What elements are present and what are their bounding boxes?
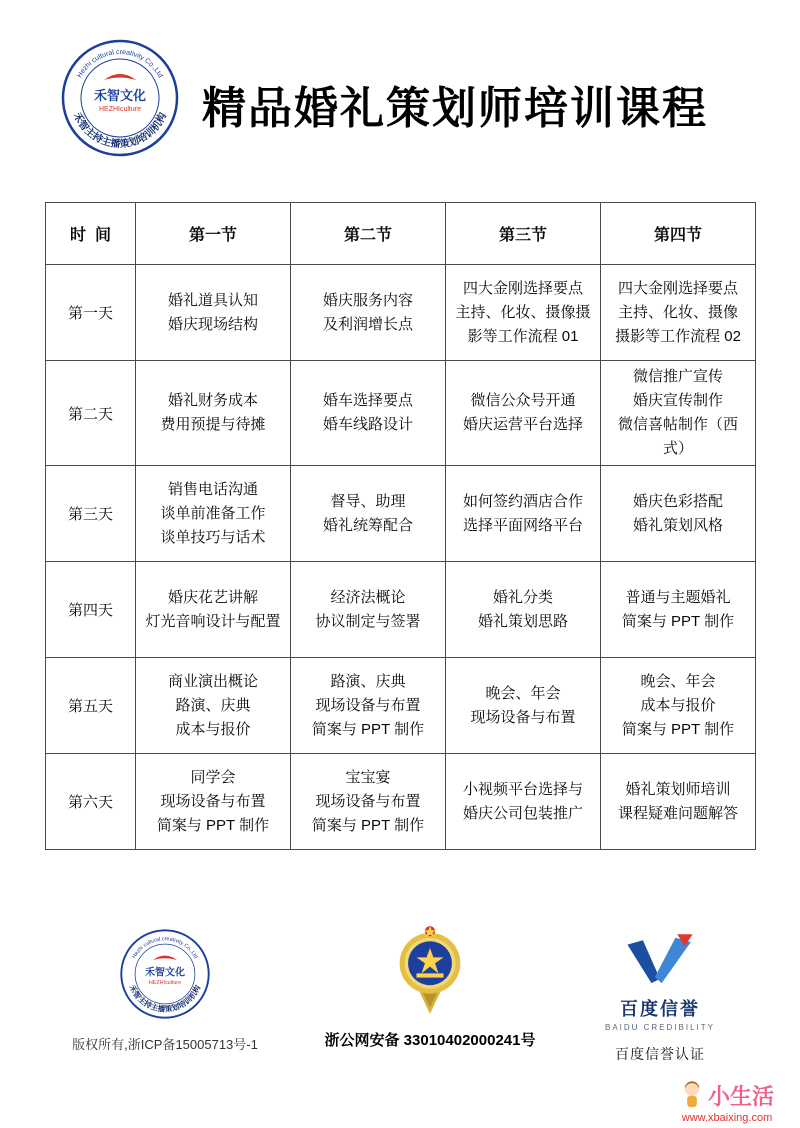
page-title: 精品婚礼策划师培训课程 [202, 84, 708, 133]
course-cell [291, 466, 446, 562]
course-cell-line: 婚礼统筹配合 [322, 516, 413, 534]
course-cell [601, 466, 756, 562]
course-cell-line: 现场设备与布置 [470, 708, 576, 726]
day-label: 第四天 [46, 562, 136, 658]
course-cell-line: 婚庆公司包装推广 [462, 804, 583, 822]
course-cell-line: 简案与 PPT 制作 [311, 816, 425, 834]
day-label: 第三天 [46, 466, 136, 562]
logo-arc-bottom-text: 禾智主持主播策划培训机构 [127, 983, 203, 1014]
course-cell [601, 562, 756, 658]
course-cell [291, 361, 446, 466]
course-cell-line: 谈单技巧与话术 [160, 528, 266, 546]
course-cell-line: 简案与 PPT 制作 [621, 720, 735, 738]
course-cell-line: 小视频平台选择与 [462, 780, 583, 798]
course-cell-line: 婚庆服务内容 [322, 291, 413, 309]
course-cell [446, 466, 601, 562]
baidu-credibility-icon [624, 934, 696, 986]
course-cell-line: 协议制定与签署 [315, 612, 421, 630]
course-cell-line: 普通与主题婚礼 [625, 588, 731, 606]
course-cell-line: 微信喜帖制作（西式） [617, 416, 738, 457]
course-cell [136, 754, 291, 850]
header-row [46, 203, 756, 265]
course-cell [601, 265, 756, 361]
course-cell-line: 销售电话沟通 [167, 480, 258, 498]
copyright-text: 版权所有,浙ICP备15005713号-1 [72, 1037, 258, 1052]
footer-copyright-block [65, 928, 265, 1053]
course-cell-line: 婚庆现场结构 [167, 315, 258, 333]
police-badge-icon [392, 922, 468, 1018]
course-cell-line: 简案与 PPT 制作 [156, 816, 270, 834]
course-cell [601, 658, 756, 754]
day-label: 第一天 [46, 265, 136, 361]
course-cell [446, 754, 601, 850]
course-cell [291, 754, 446, 850]
course-cell-line: 督导、助理 [330, 492, 406, 510]
course-cell-line: 婚礼分类 [492, 588, 553, 606]
column-header: 第二节 [291, 203, 446, 265]
course-cell-line: 及利润增长点 [322, 315, 413, 333]
course-cell-line: 微信推广宣传 [632, 368, 723, 385]
logo-arc-bottom-text: 禾智主持主播策划培训机构 [70, 111, 170, 151]
watermark-row [662, 1079, 792, 1111]
course-cell-line: 婚礼策划思路 [477, 612, 568, 630]
course-cell-line: 婚礼策划风格 [632, 516, 723, 534]
course-cell-line: 现场设备与布置 [315, 696, 421, 714]
table-row [46, 361, 756, 466]
course-table [45, 202, 756, 850]
course-cell-line: 路演、庆典 [175, 696, 251, 714]
logo-arc-top-text: Hezhi cultural creativity Co.,Ltd [76, 48, 164, 80]
logo-name-en: HEZHIculture [148, 979, 182, 986]
column-header: 第三节 [446, 203, 601, 265]
table-row [46, 466, 756, 562]
course-cell [291, 562, 446, 658]
course-cell-line: 成本与报价 [640, 696, 716, 714]
course-cell [446, 265, 601, 361]
course-cell-line: 婚礼策划师培训 [625, 780, 731, 798]
course-cell-line: 摄影等工作流程 02 [615, 327, 741, 345]
day-label: 第五天 [46, 658, 136, 754]
course-cell [446, 658, 601, 754]
course-table-body [46, 203, 756, 850]
course-cell [291, 265, 446, 361]
course-cell-line: 课程疑难问题解答 [617, 804, 738, 822]
hezhi-seal-svg [60, 38, 180, 158]
course-cell [136, 361, 291, 466]
course-cell-line: 婚礼财务成本 [167, 392, 258, 409]
course-cell-line: 四大金刚选择要点 [617, 279, 738, 297]
baidu-cert-text: 百度信誉认证 [615, 1046, 705, 1062]
course-cell [136, 466, 291, 562]
course-cell [291, 658, 446, 754]
course-cell-line: 微信公众号开通 [470, 392, 576, 409]
baidu-credibility-title: 百度信誉 [620, 999, 700, 1019]
footer-baidu-block [575, 934, 745, 1064]
column-header: 第一节 [136, 203, 291, 265]
baidu-credibility-subtitle: BAIDU CREDIBILITY [604, 1023, 715, 1032]
course-cell-line: 现场设备与布置 [315, 792, 421, 810]
course-cell-line: 简案与 PPT 制作 [621, 612, 735, 630]
logo-arc-top-text: Hezhi cultural creativity Co.,Ltd [131, 936, 199, 960]
hezhi-seal-svg [119, 928, 211, 1020]
course-cell [601, 361, 756, 466]
column-header: 第四节 [601, 203, 756, 265]
hezhi-logo-header [60, 38, 180, 158]
course-cell-line: 婚庆色彩搭配 [632, 492, 723, 510]
footer-police-block [300, 922, 560, 1050]
logo-name-cn: 禾智文化 [93, 88, 147, 103]
course-cell-line: 如何签约酒店合作 [462, 492, 583, 510]
course-cell-line: 婚礼道具认知 [167, 291, 258, 309]
course-cell-line: 谈单前准备工作 [160, 504, 266, 522]
course-cell-line: 经济法概论 [330, 588, 406, 606]
column-header: 时 间 [46, 203, 136, 265]
table-row [46, 265, 756, 361]
course-cell-line: 现场设备与布置 [160, 792, 266, 810]
course-cell [446, 361, 601, 466]
course-cell-line: 婚车选择要点 [322, 392, 413, 409]
course-cell-line: 商业演出概论 [167, 672, 258, 690]
course-cell-line: 宝宝宴 [345, 768, 391, 786]
course-cell [601, 754, 756, 850]
watermark-site-url: www.xbaixing.com [681, 1112, 773, 1124]
course-cell-line: 路演、庆典 [330, 672, 406, 690]
course-cell-line: 婚庆宣传制作 [632, 392, 723, 409]
course-cell-line: 灯光音响设计与配置 [145, 612, 281, 630]
course-cell-line: 婚庆花艺讲解 [167, 588, 258, 606]
course-cell [136, 562, 291, 658]
table-row [46, 754, 756, 850]
course-cell-line: 选择平面网络平台 [462, 516, 583, 534]
table-row [46, 658, 756, 754]
day-label: 第二天 [46, 361, 136, 466]
logo-name-cn: 禾智文化 [145, 967, 185, 979]
course-cell-line: 四大金刚选择要点 [462, 279, 583, 297]
course-cell-line: 同学会 [190, 768, 236, 786]
course-cell-line: 影等工作流程 01 [467, 327, 579, 345]
course-cell-line: 婚庆运营平台选择 [462, 416, 583, 433]
course-cell-line: 简案与 PPT 制作 [311, 720, 425, 738]
course-cell-line: 晚会、年会 [485, 684, 561, 702]
logo-name-en: HEZHIculture [98, 106, 142, 113]
course-cell-line: 婚车线路设计 [322, 416, 413, 433]
mascot-icon [680, 1079, 704, 1111]
course-cell [136, 658, 291, 754]
course-cell [446, 562, 601, 658]
table-row [46, 562, 756, 658]
site-watermark [662, 1079, 792, 1124]
course-cell-line: 晚会、年会 [640, 672, 716, 690]
course-cell-line: 成本与报价 [175, 720, 251, 738]
watermark-site-name: 小生活 [707, 1083, 774, 1109]
course-cell [136, 265, 291, 361]
hezhi-logo-footer [119, 928, 211, 1020]
course-cell-line: 主持、化妆、摄像 [617, 303, 738, 321]
course-cell-line: 主持、化妆、摄像摄 [455, 303, 591, 321]
course-cell-line: 费用预提与待摊 [160, 416, 266, 433]
day-label: 第六天 [46, 754, 136, 850]
police-record-text: 浙公网安备 33010402000241号 [324, 1032, 536, 1049]
